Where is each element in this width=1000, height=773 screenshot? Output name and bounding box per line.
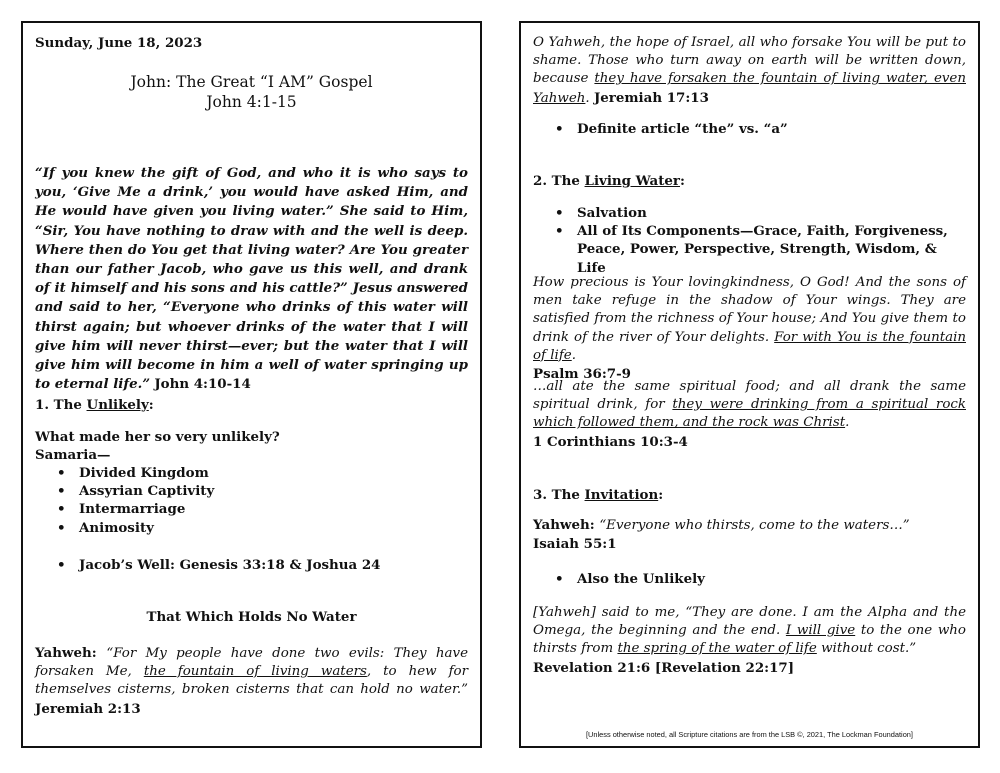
opening-scripture — [35, 164, 468, 394]
section-2-heading: 2. The Living Water: — [533, 173, 685, 189]
service-date: Sunday, June 18, 2023 — [35, 35, 203, 51]
underlined-phrase: I will give — [785, 623, 856, 639]
list-item: • Intermarriage — [35, 500, 468, 518]
list-item: • Jacob’s Well: Genesis 33:18 & Joshua 24 — [35, 556, 468, 574]
section-3-label: Invitation — [584, 487, 659, 503]
corinthians-ref: 1 Corinthians 10:3-4 — [533, 433, 688, 450]
sermon-passage: John 4:1-15 — [206, 93, 297, 111]
list-item: • Assyrian Captivity — [35, 482, 468, 500]
psalm-scripture: How precious is Your lovingkindness, O God! And the sons of men take refuge in the shadow of Your wings. They are satisfied from the richness of Your house; And You give them to drink of the river of Your delights. For with You is the fountain of life. Psalm 36:7-9 — [533, 275, 966, 383]
right-page — [519, 21, 980, 748]
jeremiah-2-ref: Jeremiah 2:13 — [35, 700, 141, 717]
footnote: [Unless otherwise noted, all Scripture citations are from the LSB ©, 2021, The Lockman Foundation] — [586, 730, 913, 739]
section-3-heading: 3. The Invitation: — [533, 487, 664, 503]
left-page — [21, 21, 482, 748]
article-list — [533, 120, 966, 138]
revelation-ref: Revelation 21:6 [Revelation 22:17] — [533, 659, 795, 676]
isaiah-scripture: Yahweh: “Everyone who thirsts, come to the waters…” Isaiah 55:1 — [533, 517, 910, 553]
living-water-list — [533, 204, 966, 277]
jeremiah-17-scripture: O Yahweh, the hope of Israel, all who forsake You will be put to shame. Those who turn away on earth will be written down, because they have forsaken the fountain of living water, even Yahweh. Jeremiah 17:13 — [533, 35, 966, 106]
list-item: • All of Its Components—Grace, Faith, Forgiveness, Peace, Power, Perspective, Strength, Wisdom, & Life — [533, 222, 966, 277]
sermon-title: John: The Great “I AM” Gospel — [130, 73, 373, 91]
opening-quote: “If you knew the gift of God, and who it is who says to you, ‘Give Me a drink,’ you would have asked Him, and He would have given you living water.” She said to Him, “Sir, You have nothing to draw with and the well is deep. Where then do You get that living water? Are You greater than our father Jacob, who gave us this well, and drank of it himself and his sons and his cattle?” Jesus answered and said to her, “Everyone who drinks of this water will thirst again; but whoever drinks of the water that I will give him will never thirst—ever; but the water that I will give him will become in him a well of water springing up to eternal life.” — [35, 165, 468, 393]
list-item: • Salvation — [533, 204, 966, 222]
revelation-scripture: [Yahweh] said to me, “They are done. I am the Alpha and the Omega, the beginning and the end. I will give to the one who thirsts from the spring of the water of life without cost.” Revelation 21:6 [Revelation 22:17] — [533, 605, 966, 676]
samaria-list — [35, 464, 468, 537]
psalm-ref: Psalm 36:7-9 — [533, 366, 631, 383]
underlined-phrase: the fountain of living waters — [143, 664, 367, 680]
list-item: • Definite article “the” vs. “a” — [533, 120, 966, 138]
opening-ref: John 4:10-14 — [154, 376, 251, 393]
section-1-heading: 1. The Unlikely: — [35, 397, 154, 413]
invitation-list — [533, 570, 966, 588]
jeremiah-17-ref: Jeremiah 17:13 — [593, 89, 709, 106]
list-item: • Animosity — [35, 519, 468, 537]
underlined-phrase: they have forsaken the fountain of living water, even Yahweh — [533, 71, 966, 106]
section-2-label: Living Water — [584, 173, 680, 189]
list-item: • Also the Unlikely — [533, 570, 966, 588]
jacob-list — [35, 556, 468, 574]
question-text: What made her so very unlikely? — [35, 429, 280, 445]
corinthians-scripture: …all ate the same spiritual food; and all drank the same spiritual drink, for they were drinking from a spiritual rock which followed them, and the rock was Christ. 1 Corinthians 10:3-4 — [533, 379, 966, 450]
jeremiah-2-scripture: Yahweh: “For My people have done two evils: They have forsaken Me, the fountain of living waters, to hew for themselves cisterns, broken cisterns that can hold no water.” Jeremiah 2:13 — [35, 645, 469, 717]
samaria-label: Samaria— — [35, 447, 111, 463]
isaiah-ref: Isaiah 55:1 — [533, 536, 617, 553]
section-1-label: Unlikely — [86, 397, 149, 413]
underlined-phrase: For with You is the fountain of life — [533, 329, 966, 363]
underlined-phrase: the spring of the water of life — [617, 641, 817, 657]
underlined-phrase: they were drinking from a spiritual rock which followed them, and the rock was Christ — [533, 397, 966, 431]
list-item: • Divided Kingdom — [35, 464, 468, 482]
subheading: That Which Holds No Water — [146, 609, 357, 625]
